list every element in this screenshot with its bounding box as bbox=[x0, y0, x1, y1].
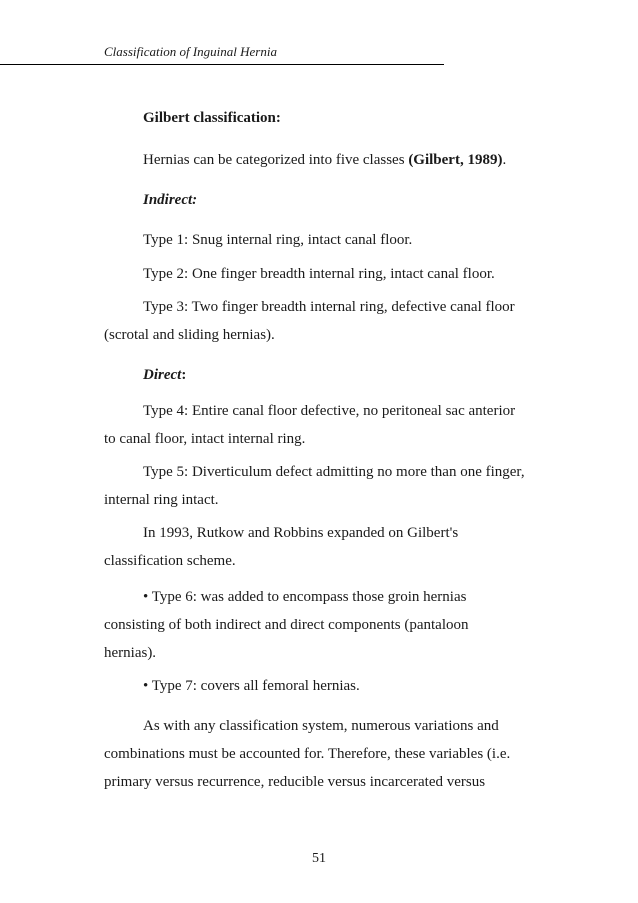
type6-line1: • Type 6: was added to encompass those groin hernias bbox=[143, 589, 467, 605]
direct-heading bbox=[143, 365, 603, 385]
type4-line2: to canal floor, intact internal ring. bbox=[104, 431, 306, 447]
type5-line2: internal ring intact. bbox=[104, 492, 219, 508]
page-number: 51 bbox=[312, 851, 326, 866]
running-header: Classification of Inguinal Hernia bbox=[104, 44, 277, 59]
extension-line1: In 1993, Rutkow and Robbins expanded on Gilbert's bbox=[143, 525, 459, 541]
type6-line2: consisting of both indirect and direct components (pantaloon bbox=[104, 617, 469, 633]
intro-end: . bbox=[502, 152, 507, 168]
closing-line2: combinations must be accounted for. Therefore, these variables (i.e. bbox=[104, 746, 511, 762]
type3-line2: (scrotal and sliding hernias). bbox=[104, 327, 275, 343]
type5-line1: Type 5: Diverticulum defect admitting no more than one finger, bbox=[143, 464, 525, 480]
closing-line1: As with any classification system, numerous variations and bbox=[143, 718, 499, 734]
indirect-heading: Indirect: bbox=[143, 192, 198, 208]
intro-paragraph bbox=[143, 150, 603, 170]
direct-label: Direct bbox=[143, 367, 182, 383]
type3-line1: Type 3: Two finger breadth internal ring, defective canal floor bbox=[143, 299, 515, 315]
intro-text: Hernias can be categorized into five classes bbox=[143, 152, 409, 168]
type4-line1: Type 4: Entire canal floor defective, no peritoneal sac anterior bbox=[143, 403, 516, 419]
closing-line3: primary versus recurrence, reducible versus incarcerated versus bbox=[104, 774, 486, 790]
type1-text: Type 1: Snug internal ring, intact canal floor. bbox=[143, 232, 413, 248]
extension-line2: classification scheme. bbox=[104, 553, 236, 569]
type2-text: Type 2: One finger breadth internal ring, intact canal floor. bbox=[143, 266, 495, 282]
section-heading: Gilbert classification: bbox=[143, 110, 281, 126]
type7-text: • Type 7: covers all femoral hernias. bbox=[143, 678, 360, 694]
header-rule bbox=[0, 64, 444, 65]
direct-colon: : bbox=[181, 367, 187, 383]
type6-line3: hernias). bbox=[104, 645, 157, 661]
intro-citation: (Gilbert, 1989) bbox=[408, 152, 503, 168]
